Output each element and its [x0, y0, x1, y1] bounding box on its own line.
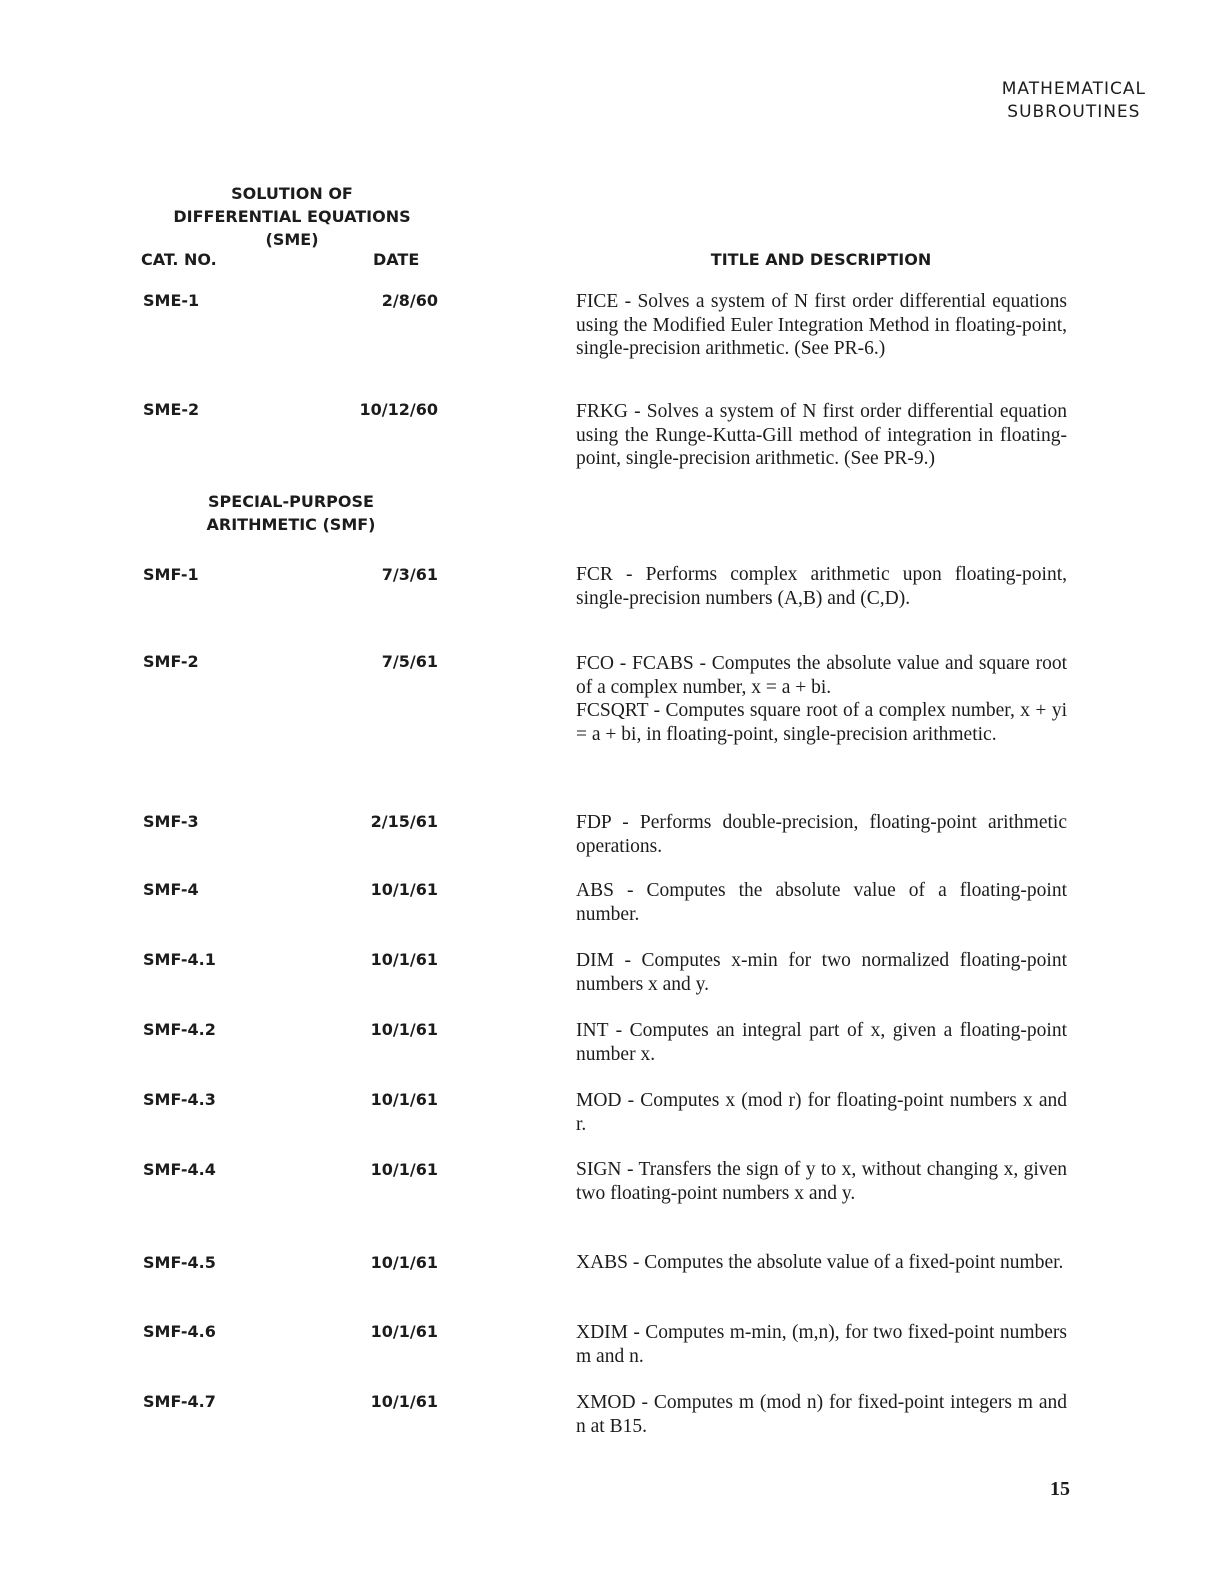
- description-paragraph: XABS - Computes the absolute value of a fixed-point number.: [576, 1252, 1064, 1273]
- entry-date: 7/3/61: [381, 565, 438, 584]
- entry-date: 10/12/60: [359, 400, 438, 419]
- running-head-line-2: SUBROUTINES: [1007, 102, 1141, 122]
- cat-number: SMF-4.3: [143, 1090, 216, 1109]
- entry-description: [576, 879, 1067, 926]
- entry-description: [576, 652, 1067, 746]
- cat-number: SMF-2: [143, 652, 199, 671]
- page-number: 15: [1050, 1478, 1070, 1500]
- cat-number: SMF-4.7: [143, 1392, 216, 1411]
- description-paragraph: FDP - Performs double-precision, floating-point arithmetic operations.: [576, 812, 1067, 857]
- entry-description: [576, 1158, 1067, 1205]
- section-heading-line-2: DIFFERENTIAL EQUATIONS (SME): [173, 207, 411, 249]
- description-paragraph: FCR - Performs complex arithmetic upon floating-point, single-precision numbers (A,B) and (C,D).: [576, 564, 1067, 609]
- running-head: [1002, 78, 1146, 124]
- entry-date: 10/1/61: [370, 1322, 438, 1341]
- description-paragraph: ABS - Computes the absolute value of a floating-point number.: [576, 880, 1067, 925]
- entry-description: [576, 1019, 1067, 1066]
- description-paragraph: XMOD - Computes m (mod n) for fixed-point integers m and n at B15.: [576, 1392, 1067, 1437]
- entry-description: [576, 811, 1067, 858]
- description-paragraph: FCO - FCABS - Computes the absolute value and square root of a complex number, x = a + bi.: [576, 653, 1067, 698]
- entry-description: [576, 290, 1067, 361]
- section-heading-smf: [146, 490, 436, 536]
- entry-description: [576, 949, 1067, 996]
- column-header-date: DATE: [373, 250, 420, 269]
- description-paragraph: DIM - Computes x-min for two normalized floating-point numbers x and y.: [576, 950, 1067, 995]
- column-header-title: TITLE AND DESCRIPTION: [710, 250, 932, 269]
- cat-number: SMF-1: [143, 565, 199, 584]
- entry-description: [576, 1251, 1067, 1275]
- section-heading-line-1: SOLUTION OF: [231, 184, 353, 203]
- entry-date: 2/15/61: [370, 812, 438, 831]
- entry-date: 10/1/61: [370, 950, 438, 969]
- entry-date: 7/5/61: [381, 652, 438, 671]
- entry-date: 10/1/61: [370, 880, 438, 899]
- column-header-cat-no: CAT. NO.: [141, 250, 217, 269]
- description-paragraph: FICE - Solves a system of N first order differential equations using the Modified Euler Integration Method in floating-point, single-precision arithmetic. (See PR-6.): [576, 291, 1067, 359]
- running-head-line-1: MATHEMATICAL: [1001, 79, 1146, 99]
- entry-description: [576, 1089, 1067, 1136]
- entry-description: [576, 1321, 1067, 1368]
- description-paragraph: SIGN - Transfers the sign of y to x, without changing x, given two floating-point numbers x and y.: [576, 1159, 1067, 1204]
- description-paragraph: INT - Computes an integral part of x, given a floating-point number x.: [576, 1020, 1067, 1065]
- cat-number: SMF-4: [143, 880, 199, 899]
- description-paragraph: MOD - Computes x (mod r) for floating-point numbers x and r.: [576, 1090, 1067, 1135]
- cat-number: SMF-4.2: [143, 1020, 216, 1039]
- entry-date: 10/1/61: [370, 1392, 438, 1411]
- entry-date: 2/8/60: [381, 291, 438, 310]
- entry-date: 10/1/61: [370, 1020, 438, 1039]
- entry-description: [576, 400, 1067, 471]
- description-paragraph: XDIM - Computes m-min, (m,n), for two fixed-point numbers m and n.: [576, 1322, 1067, 1367]
- entry-date: 10/1/61: [370, 1160, 438, 1179]
- section-heading-sme: [146, 182, 438, 251]
- entry-description: [576, 1391, 1067, 1438]
- cat-number: SME-2: [143, 400, 200, 419]
- description-paragraph: FRKG - Solves a system of N first order differential equation using the Runge-Kutta-Gill method of integration in floating-point, single-precision arithmetic. (See PR-9.): [576, 401, 1067, 469]
- section-heading-line-2: ARITHMETIC (SMF): [206, 515, 376, 534]
- entry-date: 10/1/61: [370, 1090, 438, 1109]
- cat-number: SMF-4.6: [143, 1322, 216, 1341]
- cat-number: SMF-4.5: [143, 1253, 216, 1272]
- cat-number: SMF-4.1: [143, 950, 216, 969]
- cat-number: SME-1: [143, 291, 200, 310]
- cat-number: SMF-3: [143, 812, 199, 831]
- cat-number: SMF-4.4: [143, 1160, 216, 1179]
- description-paragraph: FCSQRT - Computes square root of a complex number, x + yi = a + bi, in floating-point, single-precision arithmetic.: [576, 700, 1067, 745]
- section-heading-line-1: SPECIAL-PURPOSE: [208, 492, 374, 511]
- entry-date: 10/1/61: [370, 1253, 438, 1272]
- entry-description: [576, 563, 1067, 610]
